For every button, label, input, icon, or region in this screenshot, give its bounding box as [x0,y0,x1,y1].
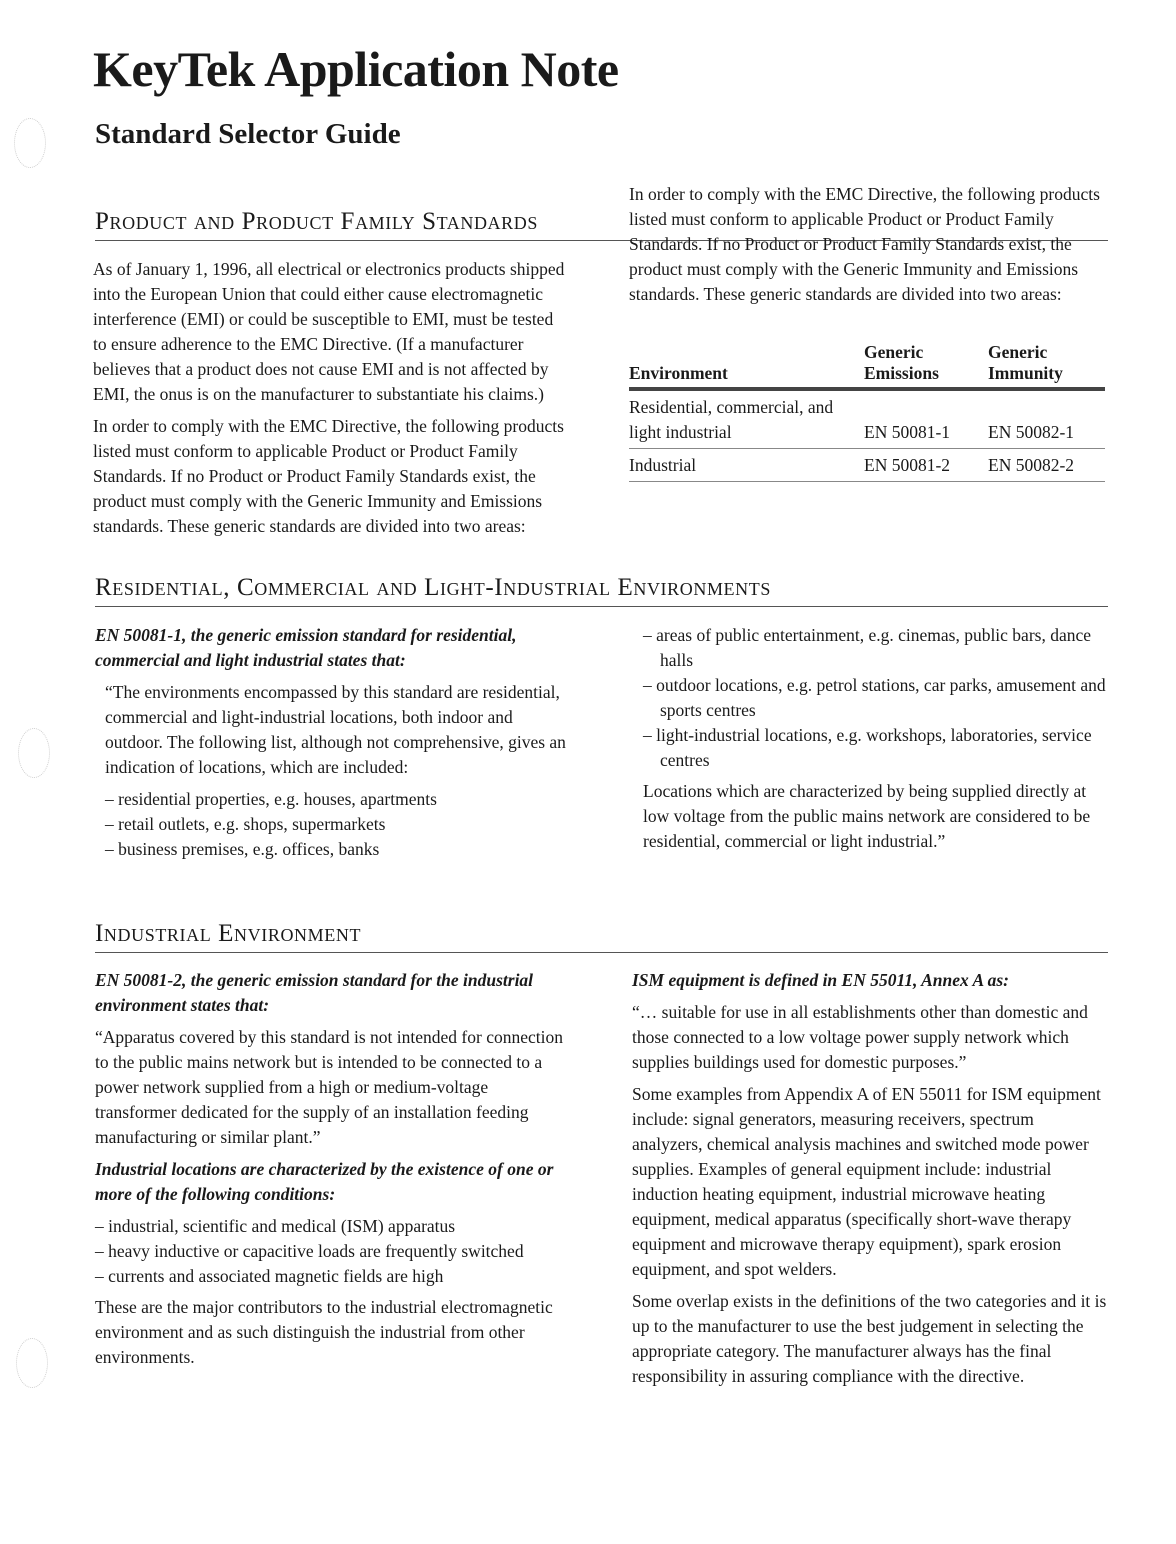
s1-paragraph-2-continued [629,184,1107,332]
s3-conditions-list [95,1214,573,1289]
list-item: – retail outlets, e.g. shops, supermarkets [105,812,567,837]
s2-intro: EN 50081-1, the generic emission standard for residential, commercial and light industrial states that: [95,625,517,670]
table-cell-emissions: EN 50081-2 [864,449,988,482]
table-cell-immunity: EN 50082-2 [988,449,1105,482]
list-item: – light-industrial locations, e.g. workshops, laboratories, service centres [643,723,1108,773]
s1-paragraph-2: In order to comply with the EMC Directive, the following products listed must conform to applicable Product or Product Family Standards. If no Product or Product Family Standards exist, the product must comply with the Generic Immunity and Emissions standards. These generic standards are divided into two areas: [93,416,564,536]
s3-intro: EN 50081-2, the generic emission standard for the industrial environment states that: [95,970,534,1015]
punch-hole-top [14,118,46,168]
s2-left-column [95,623,567,868]
s2-location-list-continued [643,623,1108,773]
s3-left-column [95,968,573,1377]
table-header-row [629,342,1105,389]
table-cell-environment: Residential, commercial, and light industrial [629,389,864,449]
standards-table [629,342,1105,482]
punch-hole-middle [18,728,50,778]
list-item: – areas of public entertainment, e.g. cinemas, public bars, dance halls [643,623,1108,673]
s2-right-column [643,623,1108,861]
list-item: – heavy inductive or capacitive loads are frequently switched [95,1239,573,1264]
s3-overlap: Some overlap exists in the definitions of the two categories and it is up to the manufacturer to use the best judgement in selecting the appropriate category. The manufacturer always has the final responsibility in assuring compliance with the directive. [632,1291,1107,1386]
s3-ism-quote: “… suitable for use in all establishments other than domestic and those connected to a low voltage power supply network which supplies buildings used for domestic purposes.” [632,1002,1088,1072]
s3-summary: These are the major contributors to the industrial electromagnetic environment and as such distinguish the industrial from other environments. [95,1297,553,1367]
s1-paragraph-2-continued-text: In order to comply with the EMC Directive, the following products listed must conform to applicable Product or Product Family Standards. If no Product or Product Family Standards exist, the product must comply with the Generic Immunity and Emissions standards. These generic standards are divided into two areas: [629,184,1100,304]
s2-quote-block [95,680,567,862]
s3-ism-examples: Some examples from Appendix A of EN 55011 for ISM equipment include: signal generators, measuring receivers, spectrum analyzers, chemical analysis machines and switched mode power supplies. Examples of general equipment include: industrial induction heating equipment, industrial microwave heating equipment, medical apparatus (specifically short-wave therapy equipment and microwave therapy equipment), spark erosion equipment, and spot welders. [632,1084,1101,1279]
s3-quote: “Apparatus covered by this standard is not intended for connection to the public mains network but is intended to be connected to a power network supplied from a high or medium-voltage transformer dedicated for the supply of an installation feeding manufacturing or similar plant.” [95,1027,563,1147]
s3-conditions-intro: Industrial locations are characterized by the existence of one or more of the following conditions: [95,1159,554,1204]
list-item: – business premises, e.g. offices, banks [105,837,567,862]
s1-paragraph-1: As of January 1, 1996, all electrical or electronics products shipped into the European Union that could either cause electromagnetic interference (EMI) or could be susceptible to EMI, must be tested to ensure adherence to the EMC Directive. (If a manufacturer believes that a product does not cause EMI and is not affected by EMI, the onus is on the manufacturer to substantiate his claims.) [93,259,565,404]
table-header-immunity: Generic Immunity [988,342,1105,389]
punch-hole-bottom [16,1338,48,1388]
table-cell-emissions: EN 50081-1 [864,389,988,449]
s1-right-column [629,184,1107,482]
s3-right-column [632,968,1108,1396]
page-title: KeyTek Application Note [93,41,619,97]
list-item: – currents and associated magnetic fields are high [95,1264,573,1289]
section-industrial-environment [95,920,1108,953]
table-header-emissions: Generic Emissions [864,342,988,389]
list-item: – industrial, scientific and medical (ISM) apparatus [95,1214,573,1239]
s2-closing: Locations which are characterized by being supplied directly at low voltage from the public mains network are considered to be residential, commercial or light industrial.” [643,781,1091,851]
list-item: – outdoor locations, e.g. petrol stations, car parks, amusement and sports centres [643,673,1108,723]
section-heading: Industrial Environment [95,920,1108,953]
table-row [629,389,1105,449]
s3-ism-intro: ISM equipment is defined in EN 55011, Annex A as: [632,970,1009,990]
s2-location-list [105,787,567,862]
table-row [629,449,1105,482]
list-item: – residential properties, e.g. houses, apartments [105,787,567,812]
section-heading: Residential, Commercial and Light-Industrial Environments [95,574,1108,607]
s1-left-column [93,257,565,536]
page-subtitle: Standard Selector Guide [95,118,401,150]
table-cell-immunity: EN 50082-1 [988,389,1105,449]
table-header-environment: Environment [629,342,864,389]
section-heading: Product and Product Family Standards [95,208,1108,241]
table-cell-environment: Industrial [629,449,864,482]
section-residential-environments [95,574,1108,607]
s2-quote: “The environments encompassed by this standard are residential, commercial and light-industrial locations, both indoor and outdoor. The following list, although not comprehensive, gives an indication of locations, which are included: [105,682,566,777]
